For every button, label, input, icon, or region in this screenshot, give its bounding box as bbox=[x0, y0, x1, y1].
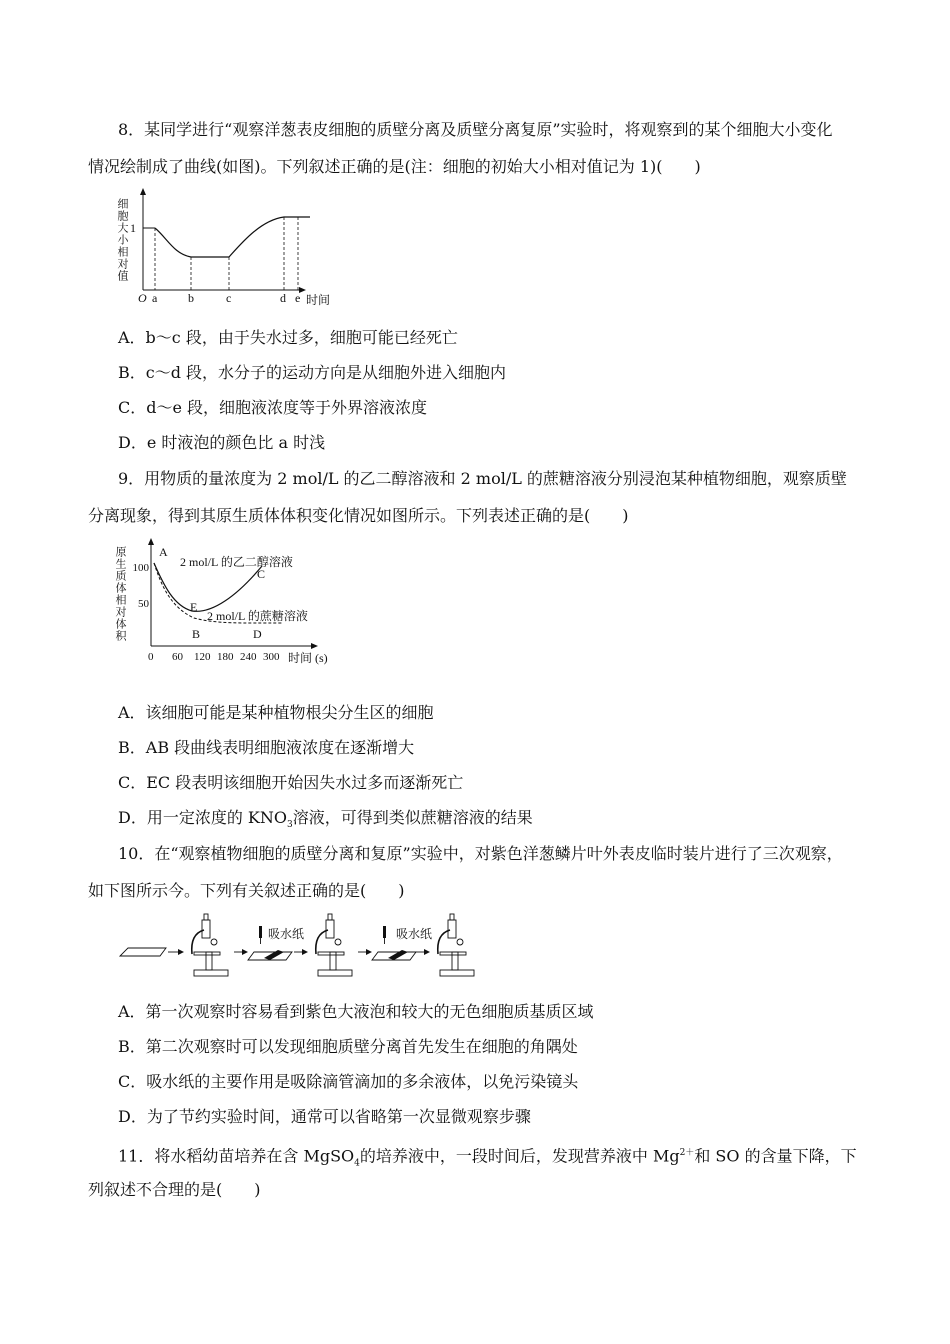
q10-stem-line1: 10．在“观察植物细胞的质壁分离和复原”实验中，对紫色洋葱鳞片叶外表皮临时装片进行了三次观察， bbox=[118, 844, 843, 863]
arrow-icon bbox=[178, 949, 184, 955]
q10-option-c: C．吸水纸的主要作用是吸除滴管滴加的多余液体，以免污染镜头 bbox=[118, 1072, 579, 1091]
q9-point-d: D bbox=[253, 627, 262, 641]
q8-stem-line2: 情况绘制成了曲线(如图)。下列叙述正确的是(注：细胞的初始大小相对值记为 1)( ) bbox=[88, 157, 701, 176]
q8-origin: O bbox=[138, 291, 147, 305]
q8-chart bbox=[112, 186, 342, 308]
arrow-icon bbox=[424, 949, 430, 955]
q10-option-d: D．为了节约实验时间，通常可以省略第一次显微观察步骤 bbox=[118, 1107, 531, 1126]
microscope-icon bbox=[316, 914, 352, 976]
q9-stem-line1: 9．用物质的量浓度为 2 mol/L 的乙二醇溶液和 2 mol/L 的蔗糖溶液分别浸泡某种植物细胞，观察质壁 bbox=[118, 469, 847, 488]
q10-option-b: B．第二次观察时可以发现细胞质壁分离首先发生在细胞的角隅处 bbox=[118, 1037, 578, 1056]
q9-point-c: C bbox=[257, 567, 266, 581]
q9-xtick: 300 bbox=[263, 651, 280, 663]
q10-option-a: A．第一次观察时容易看到紫色大液泡和较大的无色细胞质基质区域 bbox=[118, 1002, 594, 1021]
q9-stem-line2: 分离现象，得到其原生质体体积变化情况如图所示。下列表述正确的是( ) bbox=[88, 506, 629, 525]
q9-ytick: 50 bbox=[138, 598, 149, 610]
q9-ylabel: 原生质体相对体积 bbox=[114, 546, 126, 642]
q8-option-d: D．e 时液泡的颜色比 a 时浅 bbox=[118, 433, 326, 452]
q8-stem-line1: 8．某同学进行“观察洋葱表皮细胞的质壁分离及质壁分离复原”实验时，将观察到的某个细胞大小变化 bbox=[118, 120, 833, 139]
q8-option-c: C．d～e 段，细胞液浓度等于外界溶液浓度 bbox=[118, 398, 428, 417]
arrow-icon bbox=[242, 949, 248, 955]
q8-curve bbox=[155, 217, 310, 257]
arrow-icon bbox=[302, 949, 308, 955]
q9-option-c: C．EC 段表明该细胞开始因失水过多而逐渐死亡 bbox=[118, 773, 464, 792]
q10-label-blotting-paper-1: 吸水纸 bbox=[268, 927, 305, 941]
q9-point-b: B bbox=[192, 627, 201, 641]
q8-xtick: b bbox=[188, 291, 194, 305]
q9-chart bbox=[112, 536, 352, 668]
q9-option-a: A．该细胞可能是某种植物根尖分生区的细胞 bbox=[118, 703, 434, 722]
q10-label-blotting-paper-2: 吸水纸 bbox=[396, 927, 433, 941]
q9-xtick: 240 bbox=[240, 651, 257, 663]
q9-curve2-label: 2 mol/L 的蔗糖溶液 bbox=[207, 609, 308, 623]
q9-curve1-label: 2 mol/L 的乙二醇溶液 bbox=[180, 555, 293, 569]
q11-stem-line2: 列叙述不合理的是( ) bbox=[88, 1180, 261, 1199]
q11-stem-line1: 11．将水稻幼苗培养在含 MgSO$_4$的培养液中，一段时间后，发现营养液中 $Mg^{2+}$和 SO 的含量下降，下 bbox=[118, 1146, 857, 1169]
q10-figure bbox=[118, 908, 488, 980]
q9-xlabel: 时间 (s) bbox=[288, 651, 328, 665]
q9-option-d: D．用一定浓度的 $KNO_3$溶液，可得到类似蔗糖溶液的结果 bbox=[118, 808, 533, 831]
q9-curve-ethylene-glycol bbox=[154, 563, 262, 611]
q9-point-e: E bbox=[190, 600, 198, 614]
q9-xtick: 180 bbox=[217, 651, 234, 663]
q9-xtick: 120 bbox=[194, 651, 211, 663]
slide-icon bbox=[120, 948, 166, 956]
microscope-icon bbox=[438, 914, 474, 976]
q8-xlabel: 时间 bbox=[306, 293, 331, 307]
q8-option-b: B．c～d 段，水分子的运动方向是从细胞外进入细胞内 bbox=[118, 363, 507, 382]
q9-ytick: 100 bbox=[132, 562, 149, 574]
q9-point-a: A bbox=[159, 545, 168, 559]
q9-option-b: B．AB 段曲线表明细胞液浓度在逐渐增大 bbox=[118, 738, 415, 757]
q8-option-a: A．b～c 段，由于失水过多，细胞可能已经死亡 bbox=[118, 328, 458, 347]
q9-xtick: 60 bbox=[172, 651, 183, 663]
arrow-icon bbox=[366, 949, 372, 955]
q8-ylabel: 细胞大小相对值 bbox=[116, 198, 128, 282]
q8-y-arrow bbox=[140, 188, 146, 195]
q9-xtick: 0 bbox=[148, 651, 154, 663]
q8-xtick: c bbox=[226, 291, 232, 305]
q10-stem-line2: 如下图所示今。下列有关叙述正确的是( ) bbox=[88, 881, 405, 900]
q8-xtick: e bbox=[295, 291, 301, 305]
q8-xtick: d bbox=[280, 291, 286, 305]
q8-ytick-1: 1 bbox=[130, 221, 136, 235]
microscope-icon bbox=[192, 914, 228, 976]
q8-xtick: a bbox=[152, 291, 158, 305]
